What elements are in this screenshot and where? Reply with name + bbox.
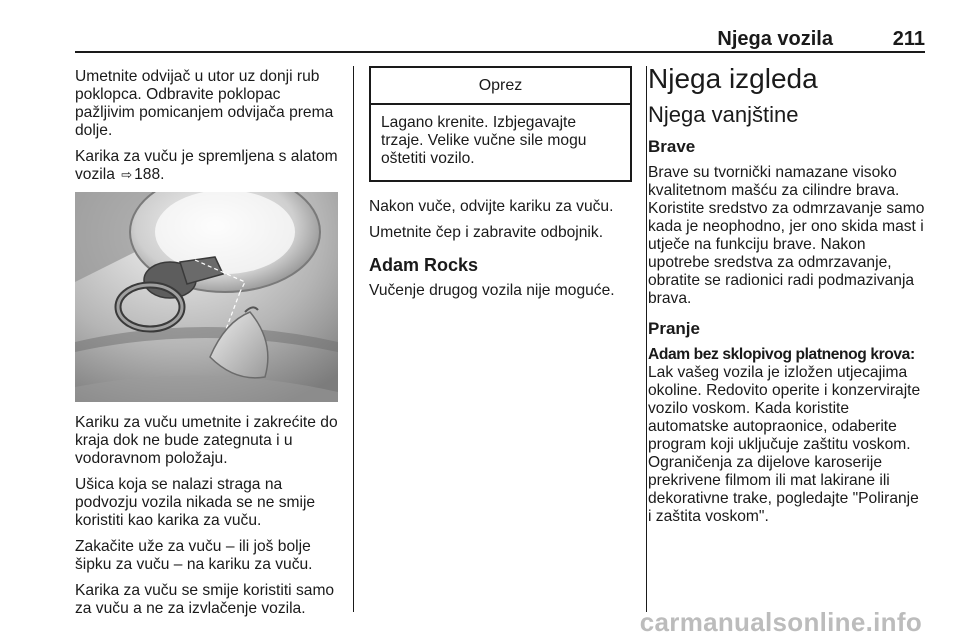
- page-number: 211: [892, 28, 925, 50]
- page-header: [75, 24, 925, 50]
- paragraph-washing: [648, 346, 926, 526]
- caution-box: [369, 66, 632, 182]
- watermark: carmanualsonline.info: [639, 607, 922, 637]
- paragraph-insert-cap: Umetnite čep i zabravite odbojnik.: [369, 224, 604, 241]
- column-1: [75, 68, 340, 626]
- paragraph-underbody-eye-warning: Ušica koja se nalazi straga na podvozju vozila nikada se ne smije koristiti kao karika za vuču.: [75, 476, 316, 529]
- header-rule: [75, 51, 925, 53]
- washing-text: Lak vašeg vozila je izložen utjecajima okoline. Redovito operite i konzervirajte vozilo voskom. Kada koristite automatske autopraonice, odaberite program koji uključuje zaštitu voskom. Ograničenja za dijelove karoserije prekrivene filmom ili mat lakirane ili dekorativne trake, pogledajte "Poliranje i zaštita voskom".: [648, 364, 921, 525]
- section-title: Njega vozila: [717, 28, 833, 50]
- heading-appearance-care: Njega izgleda: [648, 63, 818, 94]
- heading-adam-rocks: Adam Rocks: [369, 255, 479, 275]
- column-divider-2: [646, 66, 647, 612]
- caution-title: Oprez: [371, 68, 630, 105]
- paragraph-no-towing: Vučenje drugog vozila nije moguće.: [369, 282, 615, 299]
- column-2: [369, 68, 632, 308]
- washing-lead: Adam bez sklopivog platnenog krova:: [648, 346, 915, 363]
- paragraph-locks: Brave su tvornički namazane visoko kvalitetnom mašću za cilindre brava. Koristite sredstvo za odmrzavanje samo kada je neophodno, jer ono skida mast i utječe na funkciju brave. Nakon upotrebe sredstva za odmrzavanje, obratite se radionici radi podmazivanja brava.: [648, 164, 925, 307]
- page-reference[interactable]: 188.: [134, 166, 165, 183]
- paragraph-attach-rope: Zakačite uže za vuču – ili još bolje šipku za vuču – na kariku za vuču.: [75, 538, 313, 573]
- caution-text: Lagano krenite. Izbjegavajte trzaje. Velike vučne sile mogu oštetiti vozilo.: [381, 114, 587, 167]
- heading-washing: Pranje: [648, 319, 700, 338]
- column-3: [648, 63, 926, 526]
- cross-reference-arrow-icon: ⇨: [121, 167, 133, 182]
- paragraph-unscrew-eye: Nakon vuče, odvijte kariku za vuču.: [369, 198, 614, 215]
- tow-eye-illustration: [75, 192, 338, 402]
- paragraph-tow-only: Karika za vuču se smije koristiti samo za vuču a ne za izvlačenje vozila.: [75, 582, 335, 617]
- column-divider-1: [353, 66, 354, 612]
- paragraph-unlock-cover: Umetnite odvijač u utor uz donji rub poklopca. Odbravite poklopac pažljivim pomicanjem odvijača prema dolje.: [75, 68, 334, 139]
- paragraph-insert-tow-eye: Kariku za vuču umetnite i zakrećite do kraja dok ne bude zategnuta i u vodoravnom položaju.: [75, 414, 338, 467]
- tow-eye-location-text: Karika za vuču je spremljena s alatom vozila: [75, 148, 338, 183]
- heading-exterior-care: Njega vanjštine: [648, 102, 799, 127]
- heading-locks: Brave: [648, 137, 696, 156]
- paragraph-tow-eye-location: [75, 148, 340, 184]
